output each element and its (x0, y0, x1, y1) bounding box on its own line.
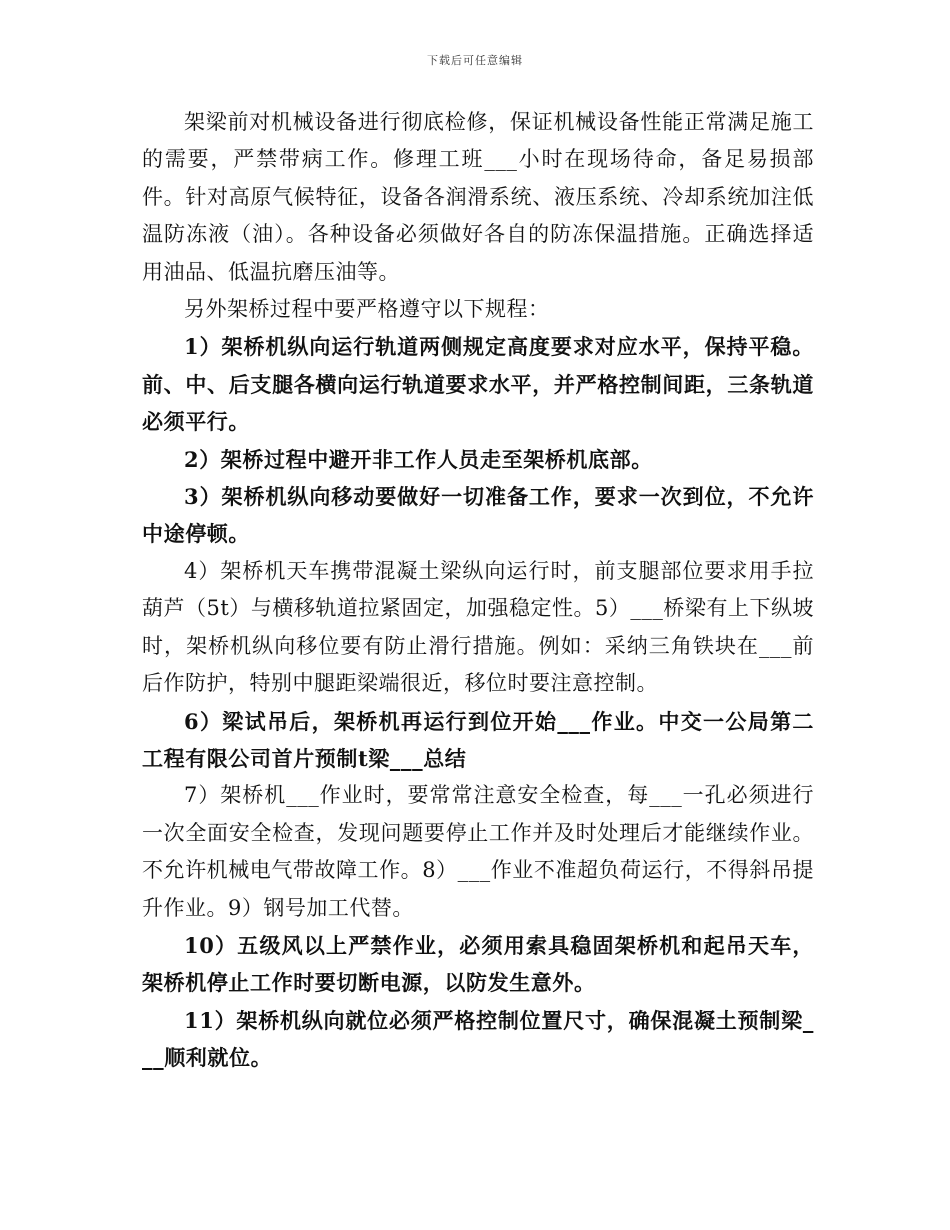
rule-10: 10）五级风以上严禁作业，必须用索具稳固架桥机和起吊天车，架桥机停止工作时要切断电源，以防发生意外。 (142, 932, 814, 996)
paragraph-maintenance: 架梁前对机械设备进行彻底检修，保证机械设备性能正常满足施工的需要，严禁带病工作。修理工班___小时在现场待命，备足易损部件。针对高原气候特征，设备各润滑系统、液压系统、冷却系统加注低温防冻液（油）。各种设备必须做好各自的防冻保温措施。正确选择适用油品、低温抗磨压油等。 (142, 110, 814, 284)
rule-2: 2）架桥过程中避开非工作人员走至架桥机底部。 (184, 446, 653, 472)
rule-4-5: 4）架桥机天车携带混凝土梁纵向运行时，前支腿部位要求用手拉葫芦（5t）与横移轨道拉紧固定，加强稳定性。5）___桥梁有上下纵坡时，架桥机纵向移位要有防止滑行措施。例如：采纳三角铁块在___前后作防护，特别中腿距梁端很近，移位时要注意控制。 (142, 558, 814, 696)
rule-6: 6）梁试吊后，架桥机再运行到位开始___作业。中交一公局第二工程有限公司首片预制t梁___总结 (142, 708, 814, 771)
rule-7-9: 7）架桥机___作业时，要常常注意安全检查，每___一孔必须进行一次全面安全检查，发现问题要停止工作并及时处理后才能继续作业。不允许机械电气带故障工作。8）___作业不准超负荷运行，不得斜吊提升作业。9）钢号加工代替。 (142, 783, 814, 920)
rule-1: 1）架桥机纵向运行轨道两侧规定高度要求对应水平，保持平稳。前、中、后支腿各横向运行轨道要求水平，并严格控制间距，三条轨道必须平行。 (142, 334, 814, 435)
paragraph-intro-rules: 另外架桥过程中要严格遵守以下规程： (184, 297, 550, 322)
rule-3: 3）架桥机纵向移动要做好一切准备工作，要求一次到位，不允许中途停顿。 (142, 484, 814, 547)
document-body (142, 104, 814, 1077)
rule-11: 11）架桥机纵向就位必须严格控制位置尺寸，确保混凝土预制梁___顺利就位。 (142, 1007, 814, 1071)
page-header: 下载后可任意编辑 (427, 54, 523, 67)
